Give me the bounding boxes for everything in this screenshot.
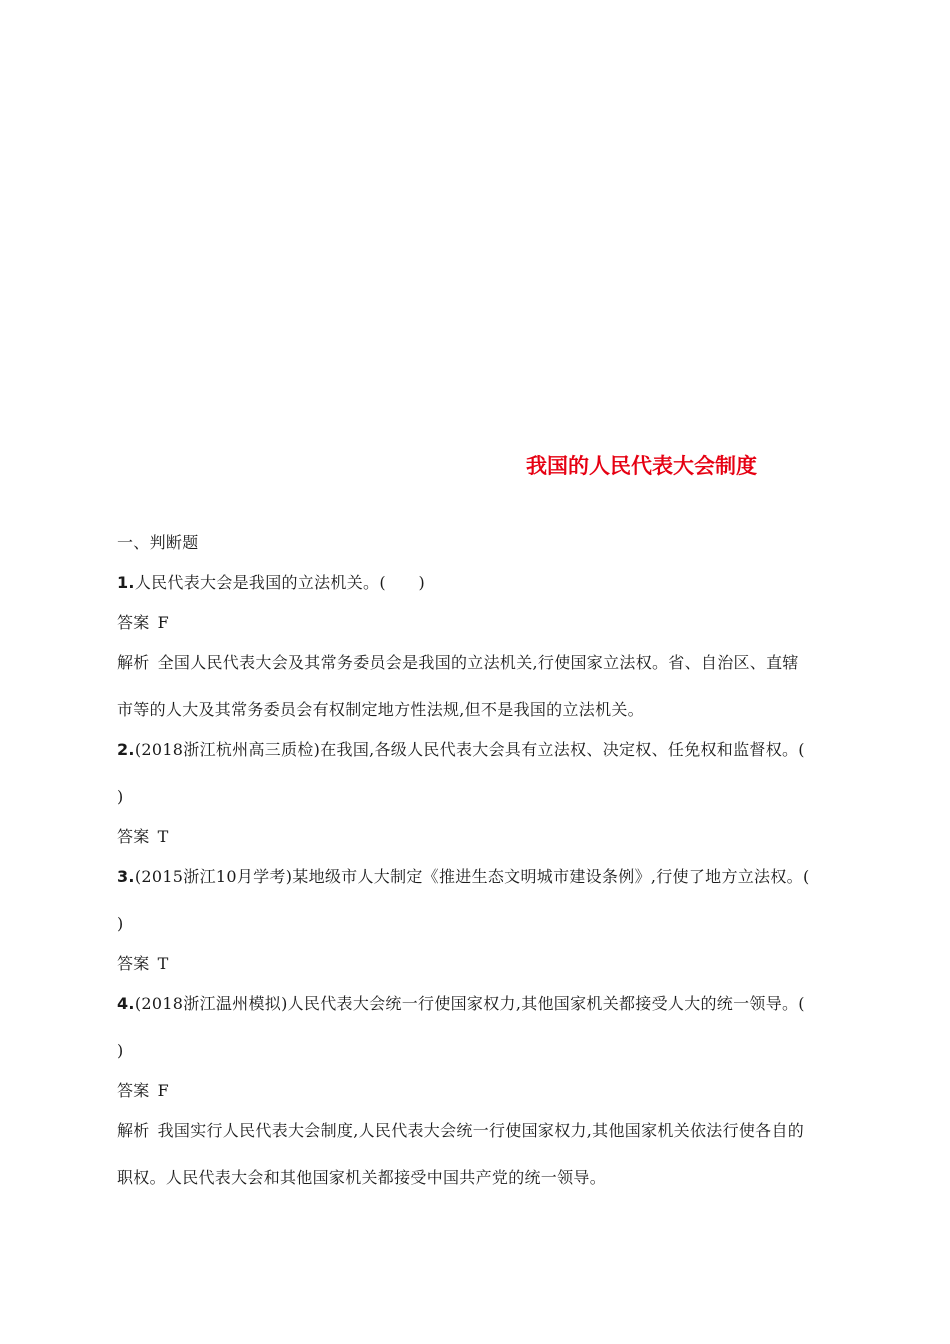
analysis-text: 全国人民代表大会及其常务委员会是我国的立法机关,行使国家立法权。省、自治区、直辖 xyxy=(157,653,799,672)
question-number: 2. xyxy=(117,740,135,759)
question-text: (2015浙江10月学考)某地级市人大制定《推进生态文明城市建设条例》,行使了地方立法权。( xyxy=(134,867,810,886)
answer-label: 答案 xyxy=(117,827,150,846)
question-text: 人民代表大会是我国的立法机关。( ) xyxy=(134,573,425,592)
answer-value: T xyxy=(157,827,169,846)
analysis-text: 我国实行人民代表大会制度,人民代表大会统一行使国家权力,其他国家机关依法行使各自的 xyxy=(157,1121,805,1140)
question-3 xyxy=(117,866,810,888)
question-4 xyxy=(117,993,805,1015)
question-2-cont: ) xyxy=(117,787,124,806)
section-heading: 一、判断题 xyxy=(117,533,199,552)
question-number: 1. xyxy=(117,573,135,592)
answer-label: 答案 xyxy=(117,613,150,632)
answer-value: T xyxy=(157,954,169,973)
answer-value: F xyxy=(157,1081,170,1100)
analysis-4-line-1 xyxy=(117,1120,804,1142)
answer-1 xyxy=(117,612,169,634)
question-text: (2018浙江杭州高三质检)在我国,各级人民代表大会具有立法权、决定权、任免权和监督权。( xyxy=(134,740,805,759)
analysis-4-line-2: 职权。人民代表大会和其他国家机关都接受中国共产党的统一领导。 xyxy=(117,1168,607,1187)
question-number: 4. xyxy=(117,994,135,1013)
answer-3 xyxy=(117,953,169,975)
page-title: 我国的人民代表大会制度 xyxy=(526,454,757,478)
question-text: (2018浙江温州模拟)人民代表大会统一行使国家权力,其他国家机关都接受人大的统一领导。( xyxy=(134,994,805,1013)
analysis-1-line-2: 市等的人大及其常务委员会有权制定地方性法规,但不是我国的立法机关。 xyxy=(117,700,644,719)
analysis-1-line-1 xyxy=(117,652,799,674)
question-1 xyxy=(117,572,425,594)
answer-value: F xyxy=(157,613,170,632)
question-3-cont: ) xyxy=(117,914,124,933)
question-4-cont: ) xyxy=(117,1041,124,1060)
analysis-label: 解析 xyxy=(117,653,150,672)
answer-label: 答案 xyxy=(117,954,150,973)
question-2 xyxy=(117,739,805,761)
answer-label: 答案 xyxy=(117,1081,150,1100)
analysis-label: 解析 xyxy=(117,1121,150,1140)
answer-4 xyxy=(117,1080,169,1102)
question-number: 3. xyxy=(117,867,135,886)
answer-2 xyxy=(117,826,169,848)
